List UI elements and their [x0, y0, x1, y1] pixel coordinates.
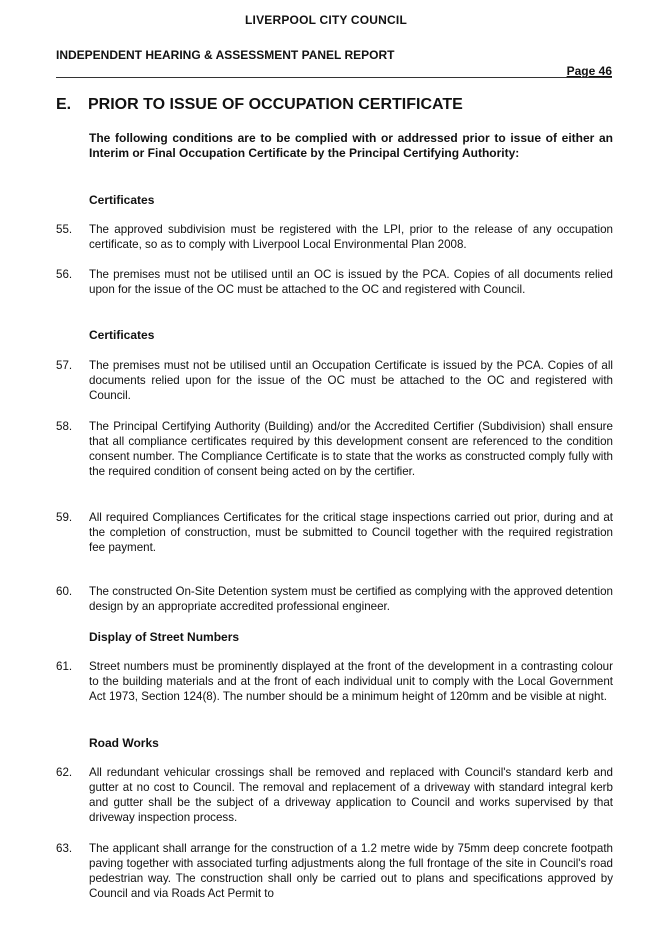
condition-text: All redundant vehicular crossings shall be removed and replaced with Council's standard kerb and gutter at no cost to Council. The removal and replacement of a driveway with standard integral kerb and gutter shall be the subject of a driveway application to Council and works supervised by that driveway inspection process. [89, 766, 613, 824]
condition-item-57 [56, 358, 613, 403]
condition-item-61 [56, 659, 613, 704]
condition-text: The Principal Certifying Authority (Building) and/or the Accredited Certifier (Subdivision) shall ensure that all compliance certificates required by this development consent are referenced to the condition consent number. The Compliance Certificate is to state that the works as constructed comply fully with the required condition of consent being acted on by the certifier. [89, 420, 613, 478]
condition-number: 62. [56, 766, 73, 779]
condition-text: The premises must not be utilised until an Occupation Certificate is issued by the PCA. Copies of all documents relied upon for the issue of the OC must be attached to the OC and registered with Council. [89, 359, 613, 402]
condition-item-59 [56, 510, 613, 555]
condition-text: The approved subdivision must be registered with the LPI, prior to the release of any occupation certificate, so as to comply with Liverpool Local Environmental Plan 2008. [89, 223, 613, 251]
subheading-certificates: Certificates [89, 193, 155, 207]
page-number: Page 46 [566, 64, 612, 78]
condition-text: The constructed On-Site Detention system must be certified as complying with the approved detention design by an appropriate accredited professional engineer. [89, 585, 613, 613]
condition-item-60 [56, 584, 613, 614]
condition-text: The premises must not be utilised until an OC is issued by the PCA. Copies of all documents relied upon for the issue of the OC must be attached to the OC and registered with Council. [89, 268, 613, 296]
condition-text: Street numbers must be prominently displayed at the front of the development in a contrasting colour to the building materials and at the front of each individual unit to comply with the Local Government Act 1973, Section 124(8). The number should be a minimum height of 120mm and be visible at night. [89, 660, 613, 703]
section-intro: The following conditions are to be complied with or addressed prior to issue of either an Interim or Final Occupation Certificate by the Principal Certifying Authority: [89, 131, 613, 160]
condition-item-56 [56, 267, 613, 297]
condition-number: 59. [56, 511, 73, 524]
header-divider [56, 77, 612, 78]
condition-item-58 [56, 419, 613, 479]
condition-item-63 [56, 841, 613, 901]
condition-number: 57. [56, 359, 73, 372]
council-name: LIVERPOOL CITY COUNCIL [245, 13, 407, 27]
condition-number: 63. [56, 842, 73, 855]
condition-number: 60. [56, 585, 73, 598]
section-title: PRIOR TO ISSUE OF OCCUPATION CERTIFICATE [88, 96, 463, 113]
condition-number: 56. [56, 268, 73, 281]
subheading-certificates-2: Certificates [89, 328, 155, 342]
condition-text: The applicant shall arrange for the construction of a 1.2 metre wide by 75mm deep concrete footpath paving together with associated turfing adjustments along the full frontage of the site in Council's road pedestrian way. The construction shall only be carried out to plans and specifications approved by Council and via Roads Act Permit to [89, 842, 613, 900]
condition-item-62 [56, 765, 613, 825]
condition-number: 55. [56, 223, 73, 236]
condition-text: All required Compliances Certificates for the critical stage inspections carried out prior, during and at the completion of construction, must be submitted to Council together with the required registration fee payment. [89, 511, 613, 554]
condition-number: 58. [56, 420, 73, 433]
section-heading [56, 96, 463, 114]
condition-number: 61. [56, 660, 73, 673]
subheading-road-works: Road Works [89, 736, 159, 750]
subheading-street-numbers: Display of Street Numbers [89, 630, 240, 644]
report-title: INDEPENDENT HEARING & ASSESSMENT PANEL REPORT [56, 48, 395, 62]
condition-item-55 [56, 222, 613, 252]
section-letter: E. [56, 96, 72, 113]
